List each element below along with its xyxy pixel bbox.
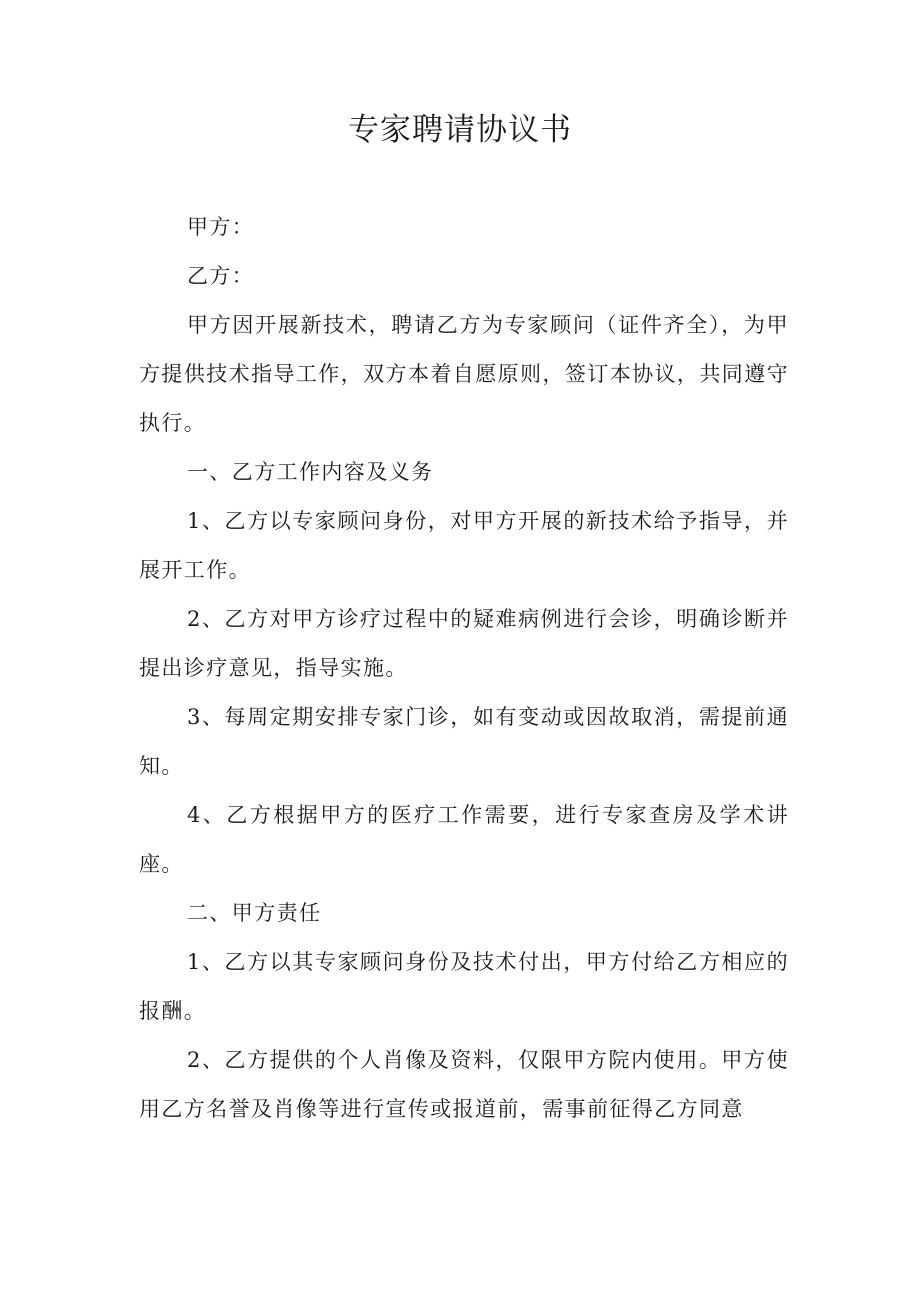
document-title: 专家聘请协议书 xyxy=(348,112,572,148)
party-b-line: 乙方： xyxy=(187,264,255,288)
clause-paragraph: 1、乙方以专家顾问身份，对甲方开展的新技术给予指导，并展开工作。 xyxy=(139,509,789,582)
clause-paragraph: 2、乙方提供的个人肖像及资料，仅限甲方院内使用。甲方使用乙方名誉及肖像等进行宣传或报道前，需事前征得乙方同意 xyxy=(139,1048,789,1121)
section-heading: 一、乙方工作内容及义务 xyxy=(187,460,434,484)
section-heading: 二、甲方责任 xyxy=(187,901,322,925)
intro-paragraph: 甲方因开展新技术，聘请乙方为专家顾问（证件齐全），为甲方提供技术指导工作，双方本着自愿原则，签订本协议，共同遵守执行。 xyxy=(139,313,789,435)
clause-paragraph: 1、乙方以其专家顾问身份及技术付出，甲方付给乙方相应的报酬。 xyxy=(139,950,789,1023)
party-a-line: 甲方： xyxy=(187,215,255,239)
clause-paragraph: 4、乙方根据甲方的医疗工作需要，进行专家查房及学术讲座。 xyxy=(139,803,789,876)
clause-paragraph: 2、乙方对甲方诊疗过程中的疑难病例进行会诊，明确诊断并提出诊疗意见，指导实施。 xyxy=(139,607,789,680)
document-body xyxy=(139,203,789,1134)
clause-paragraph: 3、每周定期安排专家门诊，如有变动或因故取消，需提前通知。 xyxy=(139,705,789,778)
